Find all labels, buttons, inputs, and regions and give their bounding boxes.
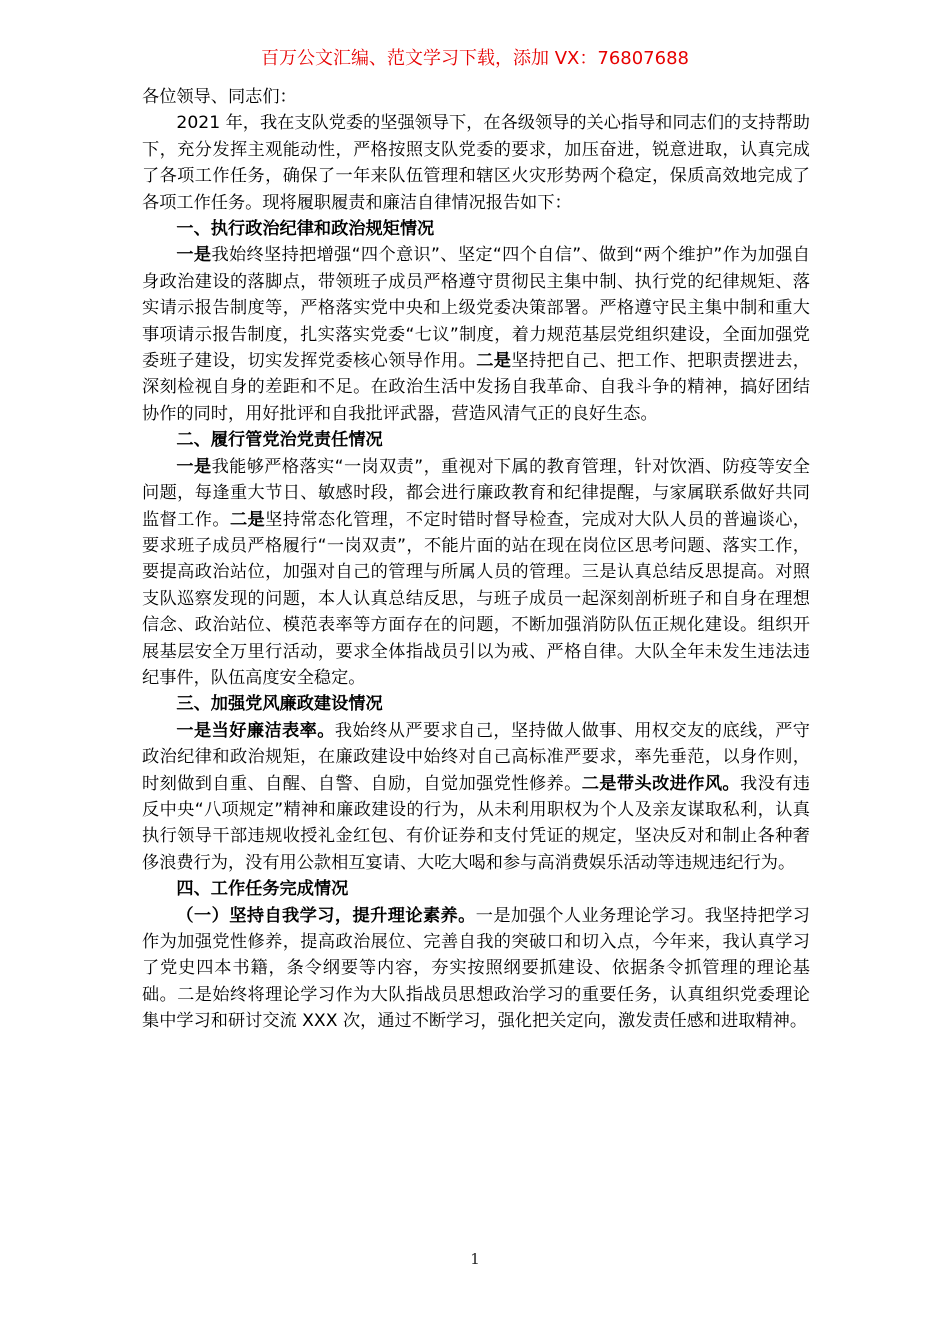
section-3-text-1: 我始终从严要求自己，坚持做人做事、用权交友的底线，严守政治纪律和政治规矩，在廉政建设中始终对自己高标准严要求，率先垂范，以身作则，时刻做到自重、自醒、自警、自励，自觉加强党性修养。 xyxy=(142,720,810,794)
section-3-text-2: 我没有违反中央“八项规定”精神和廉政建设的行为，从未利用职权为个人及亲友谋取私利，认真执行领导干部违规收授礼金红包、有价证券和支付凭证的规定，坚决反对和制止各种奢侈浪费行为，没有用公款相互宴请、大吃大喝和参与高消费娱乐活动等违规违纪行为。 xyxy=(142,773,810,873)
section-1-text-2: 坚持把自己、把工作、把职责摆进去，深刻检视自身的差距和不足。在政治生活中发扬自我革命、自我斗争的精神，搞好团结协作的同时，用好批评和自我批评武器，营造风清气正的良好生态。 xyxy=(142,351,810,424)
section-1-text-1: 我始终坚持把增强“四个意识”、坚定“四个自信”、做到“两个维护”作为加强自身政治建设的落脚点，带领班子成员严格遵守贯彻民主集中制、执行党的纪律规矩、落实请示报告制度等，严格落实党中央和上级党委决策部署。严格遵守民主集中制和重大事项请示报告制度，扎实落实党委“七议”制度，着力规范基层党组织建设，全面加强党委班子建设，切实发挥党委核心领导作用。 xyxy=(142,245,810,372)
section-1-lead-2: 二是 xyxy=(476,351,512,372)
section-3-lead-2: 二是带头改进作风。 xyxy=(581,773,741,794)
section-2-paragraph xyxy=(142,454,810,692)
header-banner: 百万公文汇编、范文学习下载，添加 VX：76807688 xyxy=(261,48,689,69)
section-1-paragraph xyxy=(142,242,810,427)
document-body xyxy=(142,84,810,1035)
greeting: 各位领导、同志们： xyxy=(142,87,297,107)
section-4-text-1: 一是加强个人业务理论学习。我坚持把学习作为加强党性修养，提高政治展位、完善自我的突破口和切入点，今年来，我认真学习了党史四本书籍，条令纲要等内容，夯实按照纲要抓建设、依据条令抓管理的理论基础。二是始终将理论学习作为大队指战员思想政治学习的重要任务，认真组织党委理论集中学习和研讨交流 XXX 次，通过不断学习，强化把关定向，激发责任感和进取精神。 xyxy=(142,905,810,1032)
section-3-heading: 三、加强党风廉政建设情况 xyxy=(176,694,383,715)
page-number: 1 xyxy=(470,1250,480,1268)
intro-paragraph: 2021 年，我在支队党委的坚强领导下，在各级领导的关心指导和同志们的支持帮助下，充分发挥主观能动性，严格按照支队党委的要求，加压奋进，锐意进取，认真完成了各项工作任务，确保了一年来队伍管理和辖区火灾形势两个稳定，保质高效地完成了各项工作任务。现将履职履责和廉洁自律情况报告如下： xyxy=(142,113,810,213)
section-2-heading: 二、履行管党治党责任情况 xyxy=(176,430,383,451)
section-4-lead-1: （一）坚持自我学习，提升理论素养。 xyxy=(176,905,476,926)
section-2-lead-1: 一是 xyxy=(176,456,212,477)
section-2-text-1: 我能够严格落实“一岗双责”，重视对下属的教育管理，针对饮酒、防疫等安全问题，每逢重大节日、敏感时段，都会进行廉政教育和纪律提醒，与家属联系做好共同监督工作。 xyxy=(142,456,810,530)
section-4-paragraph xyxy=(142,903,810,1035)
section-2-lead-2: 二是 xyxy=(229,509,266,530)
section-1-lead-1: 一是 xyxy=(176,245,212,266)
section-3-lead-1: 一是当好廉洁表率。 xyxy=(176,720,335,741)
section-1-heading: 一、执行政治纪律和政治规矩情况 xyxy=(176,219,435,240)
section-2-text-2: 坚持常态化管理，不定时错时督导检查，完成对大队人员的普遍谈心，要求班子成员严格履行“一岗双责”，不能片面的站在现在岗位区思考问题、落实工作，要提高政治站位，加强对自己的管理与所属人员的管理。三是认真总结反思提高。对照支队巡察发现的问题，本人认真总结反思，与班子成员一起深刻剖析班子和自身在理想信念、政治站位、模范表率等方面存在的问题，不断加强消防队伍正规化建设。组织开展基层安全万里行活动，要求全体指战员引以为戒、严格自律。大队全年未发生违法违纪事件，队伍高度安全稳定。 xyxy=(142,509,810,688)
section-4-heading: 四、工作任务完成情况 xyxy=(176,879,349,900)
section-3-paragraph xyxy=(142,718,810,876)
